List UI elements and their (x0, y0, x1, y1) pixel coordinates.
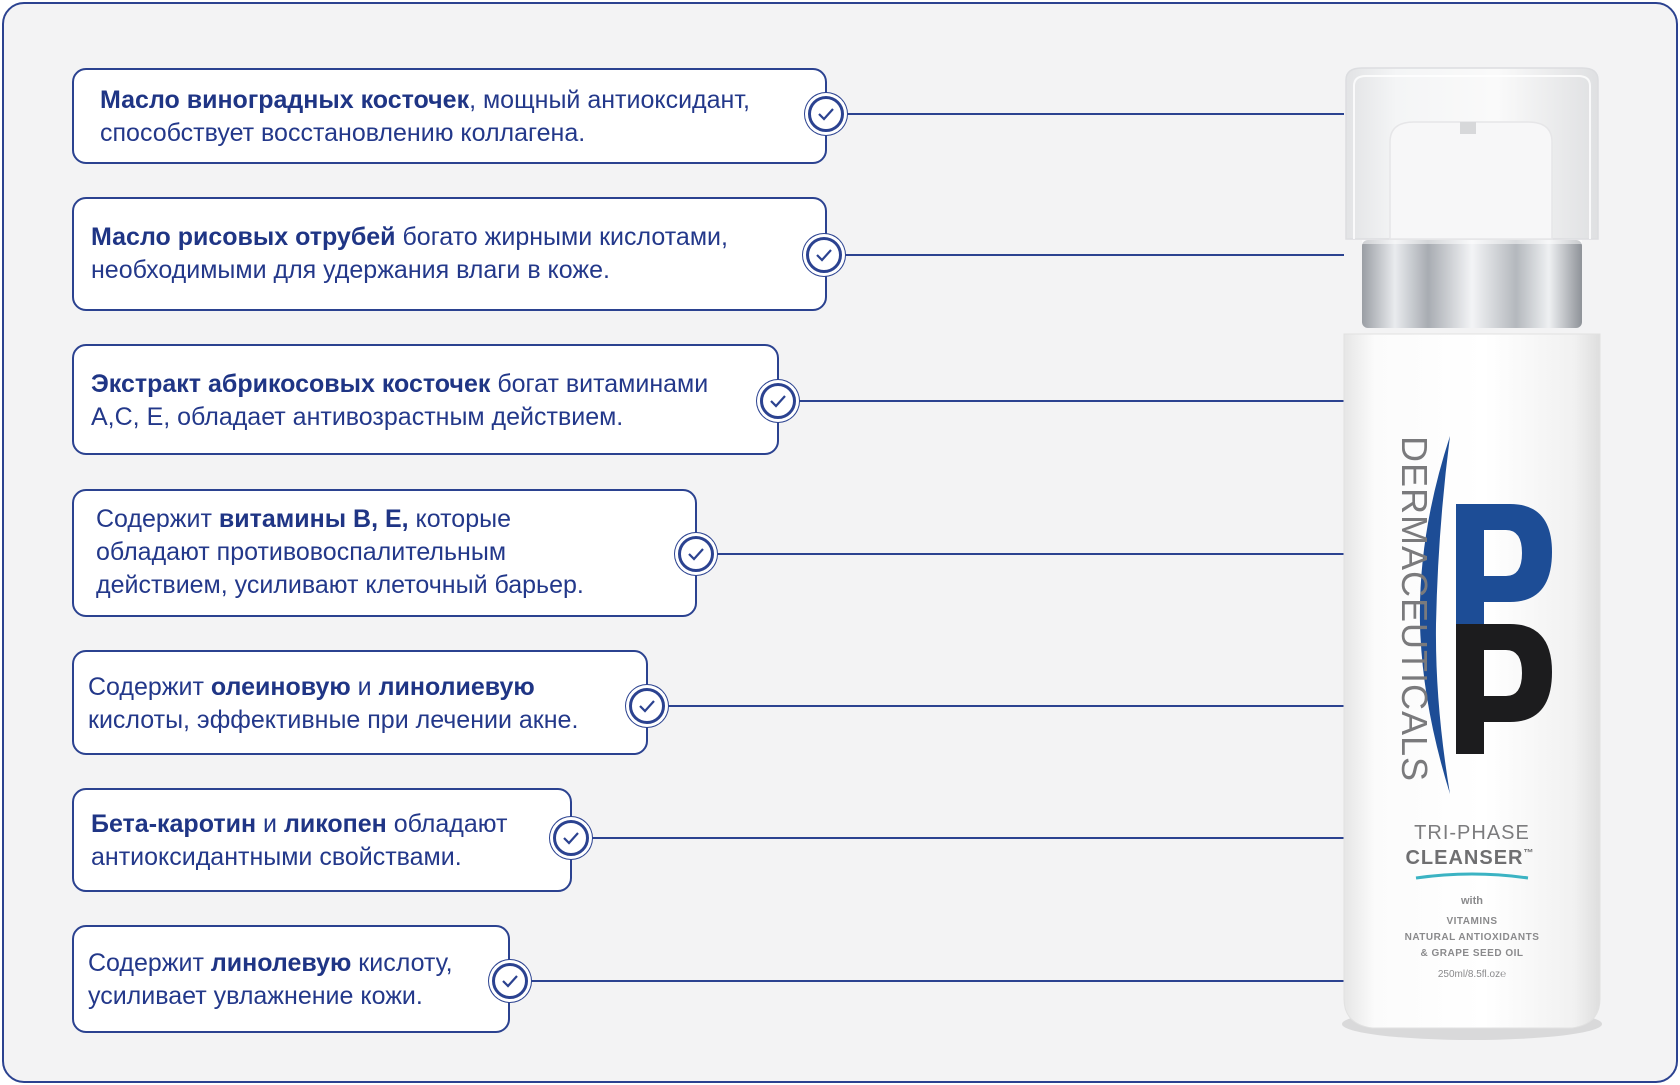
check-icon (492, 963, 528, 999)
brand-name: DERMACEUTICALS (1394, 436, 1435, 783)
check-icon (678, 536, 714, 572)
feature-highlight: Экстракт абрикосовых косточек (91, 370, 491, 398)
connector-line (528, 980, 1344, 982)
feature-text: которые (408, 505, 511, 533)
feature-highlight: Бета-каротин (91, 810, 257, 838)
feature-line-1 (100, 84, 805, 117)
feature-text: и (256, 810, 284, 838)
feature-card-linoleic (72, 925, 510, 1033)
feature-highlight: линолиевую (378, 673, 535, 701)
connector-line (794, 400, 1344, 402)
connector-line (664, 705, 1344, 707)
feature-line-2: антиоксидантными свойствами. (91, 843, 462, 871)
product-line-1: TRI-PHASE (1414, 822, 1530, 844)
check-icon (629, 688, 665, 724)
infographic-frame (2, 2, 1678, 1083)
feature-line-2: усиливает увлажнение кожи. (88, 982, 423, 1010)
feature-line-1 (91, 808, 550, 841)
feature-card-vitamins (72, 489, 697, 617)
product-with: with (1461, 895, 1483, 907)
feature-line-1 (88, 671, 626, 704)
product-volume: 250ml/8.5fl.oz℮ (1437, 969, 1507, 980)
feature-highlight: Масло рисовых отрубей (91, 223, 396, 251)
feature-text: Содержит (88, 949, 211, 977)
feature-card-grape-seed (72, 68, 827, 164)
feature-line-1 (91, 368, 757, 401)
feature-card-carotene (72, 788, 572, 892)
feature-text: Содержит (96, 505, 219, 533)
feature-text: и (350, 673, 379, 701)
feature-text: , мощный антиоксидант, (469, 86, 750, 114)
feature-text: богат витаминами (490, 370, 709, 398)
feature-card-rice-bran (72, 197, 827, 311)
feature-highlight: ликопен (283, 810, 387, 838)
product-ingredient-1: VITAMINS (1446, 916, 1498, 927)
check-icon (806, 237, 842, 273)
connector-line (588, 837, 1344, 839)
product-bottle (1332, 64, 1610, 1054)
feature-line-2: способствует восстановлению коллагена. (100, 119, 586, 147)
feature-highlight: линолевую (210, 949, 352, 977)
connector-line (842, 113, 1344, 115)
product-ingredient-2: NATURAL ANTIOXIDANTS (1404, 932, 1540, 943)
check-icon (760, 383, 796, 419)
feature-line-1 (91, 221, 805, 254)
feature-text: обладают (386, 810, 508, 838)
check-icon (553, 820, 589, 856)
connector-line (840, 254, 1344, 256)
feature-line-2: необходимыми для удержания влаги в коже. (91, 256, 610, 284)
connector-line (713, 553, 1344, 555)
feature-line-2: кислоты, эффективные при лечении акне. (88, 706, 579, 734)
check-icon (808, 96, 844, 132)
feature-text: богато жирными кислотами, (395, 223, 728, 251)
feature-line-2: А,С, Е, обладает антивозрастным действием. (91, 403, 624, 431)
feature-highlight: Масло виноградных косточек (100, 86, 470, 114)
feature-text: Содержит (88, 673, 211, 701)
feature-line-3: действием, усиливают клеточный барьер. (96, 571, 584, 599)
feature-highlight: олеиновую (210, 673, 351, 701)
feature-text: кислоту, (351, 949, 453, 977)
feature-card-apricot (72, 344, 779, 455)
trademark: ™ (1523, 848, 1535, 859)
feature-line-2: обладают противовоспалительным (96, 538, 507, 566)
feature-highlight: витамины В, Е, (218, 505, 409, 533)
product-ingredient-3: & GRAPE SEED OIL (1420, 948, 1524, 959)
feature-line-1 (96, 503, 675, 536)
feature-line-1 (88, 947, 488, 980)
product-line-2-name: CLEANSER (1405, 847, 1524, 869)
feature-card-acids (72, 650, 648, 755)
product-line-2 (1405, 847, 1534, 869)
